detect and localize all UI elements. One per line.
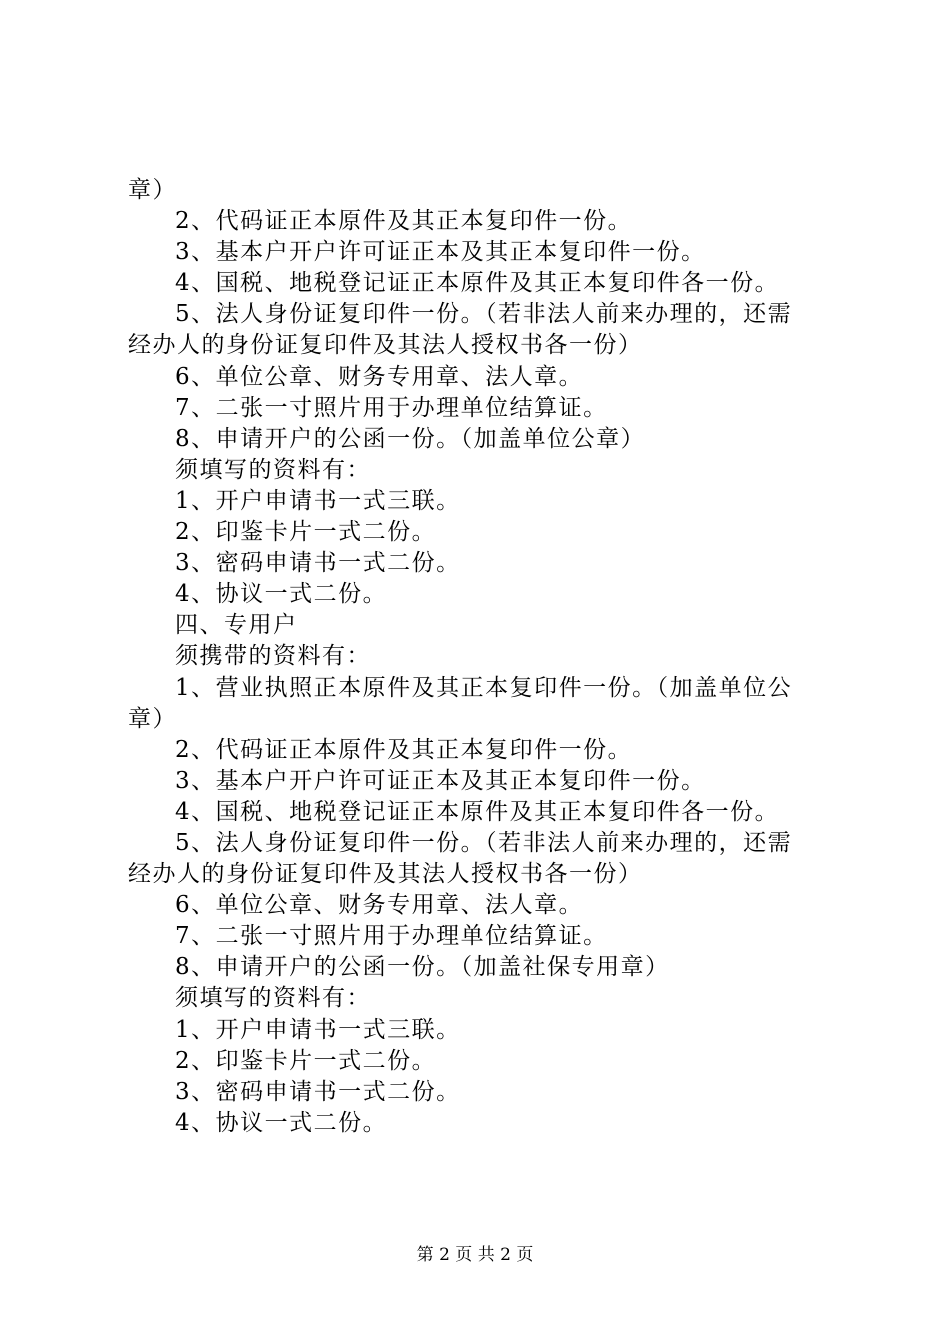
text-line: 5、法人身份证复印件一份。（若非法人前来办理的，还需: [175, 301, 793, 328]
text-line: 3、密码申请书一式二份。: [175, 1078, 461, 1105]
text-line: 7、二张一寸照片用于办理单位结算证。: [175, 923, 608, 950]
text-line: 4、协议一式二份。: [175, 581, 388, 608]
text-line: 须填写的资料有：: [175, 456, 371, 483]
text-line: 经办人的身份证复印件及其法人授权书各一份）: [128, 861, 643, 888]
text-line: 四、专用户: [175, 612, 298, 639]
text-line: 须携带的资料有：: [175, 643, 371, 670]
text-line: 须填写的资料有：: [175, 985, 371, 1012]
text-line: 8、申请开户的公函一份。（加盖单位公章）: [175, 425, 646, 452]
text-line: 2、代码证正本原件及其正本复印件一份。: [175, 736, 633, 763]
text-line: 6、单位公章、财务专用章、法人章。: [175, 892, 584, 919]
text-line: 2、印鉴卡片一式二份。: [175, 519, 437, 546]
text-line: 6、单位公章、财务专用章、法人章。: [175, 363, 584, 390]
text-line: 5、法人身份证复印件一份。（若非法人前来办理的，还需: [175, 829, 793, 856]
text-line: 1、营业执照正本原件及其正本复印件一份。（加盖单位公: [175, 674, 793, 701]
text-line: 3、基本户开户许可证正本及其正本复印件一份。: [175, 239, 706, 266]
text-line: 2、印鉴卡片一式二份。: [175, 1047, 437, 1074]
text-line: 8、申请开户的公函一份。（加盖社保专用章）: [175, 954, 670, 981]
text-line: 4、协议一式二份。: [175, 1109, 388, 1136]
text-line: 章）: [128, 705, 177, 732]
text-line: 3、基本户开户许可证正本及其正本复印件一份。: [175, 767, 706, 794]
text-line: 4、国税、地税登记证正本原件及其正本复印件各一份。: [175, 798, 780, 825]
text-line: 1、开户申请书一式三联。: [175, 1016, 461, 1043]
text-line: 4、国税、地税登记证正本原件及其正本复印件各一份。: [175, 270, 780, 297]
document-body: [128, 175, 833, 1139]
text-line: 2、代码证正本原件及其正本复印件一份。: [175, 208, 633, 235]
text-line: 章）: [128, 177, 177, 203]
page-number-footer: 第 2 页 共 2 页: [416, 1245, 534, 1265]
text-line: 3、密码申请书一式二份。: [175, 550, 461, 577]
text-line: 1、开户申请书一式三联。: [175, 487, 461, 514]
text-line: 经办人的身份证复印件及其法人授权书各一份）: [128, 332, 643, 359]
text-line: 7、二张一寸照片用于办理单位结算证。: [175, 394, 608, 421]
